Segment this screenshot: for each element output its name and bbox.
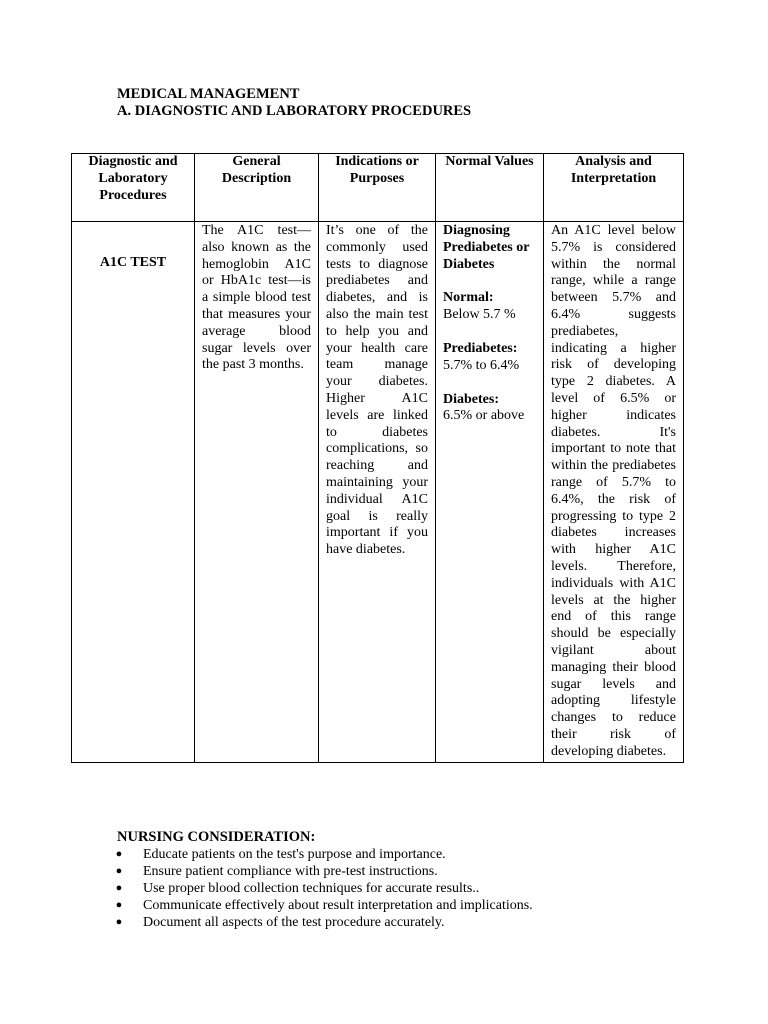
list-item (115, 914, 533, 931)
list-item-text: Communicate effectively about result interpretation and implications. (143, 898, 533, 913)
list-item-text: Ensure patient compliance with pre-test instructions. (143, 864, 438, 879)
bullet-icon: ● (115, 865, 123, 877)
normal-values (436, 222, 544, 763)
bullet-icon: ● (115, 848, 123, 860)
list-item (115, 880, 533, 897)
list-item (115, 846, 533, 863)
diabetes-label: Diabetes: (443, 391, 499, 407)
list-item-text: Document all aspects of the test procedure accurately. (143, 915, 445, 930)
nursing-title: NURSING CONSIDERATION: (117, 829, 316, 845)
table-row (72, 222, 684, 763)
list-item (115, 897, 533, 914)
heading-line-2: A. DIAGNOSTIC AND LABORATORY PROCEDURES (117, 103, 472, 119)
header-procedures: Diagnostic and Laboratory Procedures (72, 154, 195, 222)
header-description: General Description (195, 154, 319, 222)
bullet-icon: ● (115, 882, 123, 894)
normal-value: Below 5.7 % (443, 307, 516, 323)
indications: It’s one of the commonly used tests to diagnose prediabetes and diabetes, and is also the main test to help you and your health care team manage your diabetes. Higher A1C levels are linked to diabetes complications, so reaching and maintaining your individual A1C goal is really important if you have diabetes. (319, 222, 436, 763)
nursing-list (115, 846, 533, 931)
list-item (115, 863, 533, 880)
diabetes-value: 6.5% or above (443, 408, 525, 424)
procedure-name: A1C TEST (72, 222, 195, 763)
header-indications: Indications or Purposes (319, 154, 436, 222)
nursing-consideration (117, 829, 535, 931)
list-item-text: Use proper blood collection techniques for accurate results.. (143, 881, 480, 896)
diagnosing-label: Diagnosing Prediabetes or Diabetes (443, 223, 530, 272)
header-analysis: Analysis and Interpretation (544, 154, 684, 222)
list-item-text: Educate patients on the test's purpose and importance. (143, 847, 446, 862)
header-normal-values: Normal Values (436, 154, 544, 222)
prediabetes-label: Prediabetes: (443, 340, 518, 356)
procedures-table (71, 153, 684, 763)
analysis-interpretation: An A1C level below 5.7% is considered within the normal range, while a range between 5.7% and 6.4% suggests prediabetes, indicating a higher risk of developing type 2 diabetes. A level of 6.5% or higher indicates diabetes. It's important to note that within the prediabetes range of 5.7% to 6.4%, the risk of progressing to type 2 diabetes increases with higher A1C levels. Therefore, individuals with A1C levels at the higher end of this range should be especially vigilant about managing their blood sugar levels and adopting lifestyle changes to reduce their risk of developing diabetes. (544, 222, 684, 763)
document-heading (117, 86, 471, 120)
prediabetes-value: 5.7% to 6.4% (443, 357, 520, 373)
bullet-icon: ● (115, 916, 123, 928)
heading-line-1: MEDICAL MANAGEMENT (117, 86, 300, 102)
bullet-icon: ● (115, 899, 123, 911)
normal-label: Normal: (443, 290, 494, 306)
general-description: The A1C test—also known as the hemoglobin A1C or HbA1c test—is a simple blood test that measures your average blood sugar levels over the past 3 months. (195, 222, 319, 763)
table-header-row (72, 154, 684, 222)
